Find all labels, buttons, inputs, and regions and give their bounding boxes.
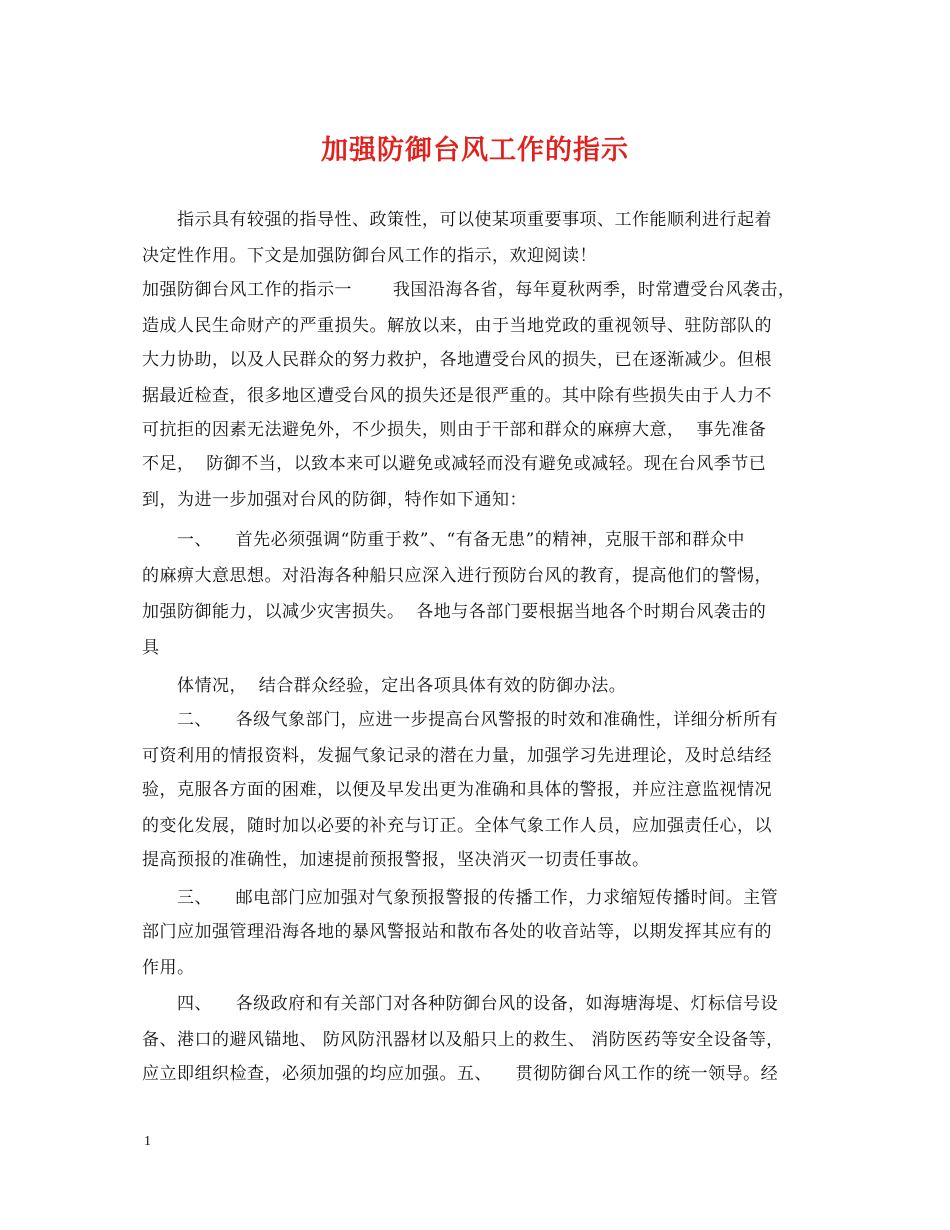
paragraph-line: 具 [142,638,160,658]
paragraph-line: 据最近检查，很多地区遭受台风的损失还是很严重的。其中除有些损失由于人力不 [142,386,772,406]
paragraph-line: 提高预报的准确性，加速提前预报警报，坚决消灭一切责任事故。 [142,850,650,870]
page-title: 加强防御台风工作的指示 [321,135,629,166]
paragraph-line: 大力协助，以及人民群众的努力救护，各地遭受台风的损失，已在逐渐减少。但根 [142,350,772,370]
paragraph-line: 作用。 [142,958,195,978]
paragraph-line: 可抗拒的因素无法避免外，不少损失，则由于干部和群众的麻痹大意， 事先准备 [142,420,767,440]
paragraph-line: 备、港口的避风锚地、 防风防汛器材以及船只上的救生、 消防医药等安全设备等， [142,1030,784,1050]
paragraph-line: 的麻痹大意思想。对沿海各种船只应深入进行预防台风的教育，提高他们的警惕， [142,566,772,586]
paragraph-line: 三、 邮电部门应加强对气象预报警报的传播工作，力求缩短传播时间。主管 [177,888,779,908]
paragraph-line: 体情况， 结合群众经验，定出各项具体有效的防御办法。 [177,676,627,696]
paragraph-line: 到，为进一步加强对台风的防御，特作如下通知： [142,490,527,510]
paragraph-line: 应立即组织检查，必须加强的均应加强。五、 贯彻防御台风工作的统一领导。经 [142,1064,779,1084]
paragraph-line: 一、 首先必须强调“防重于救”、“有备无患”的精神，克服干部和群众中 [177,530,745,550]
paragraph-line: 不足， 防御不当，以致本来可以避免或减轻而没有避免或减轻。现在台风季节已 [142,454,767,474]
paragraph-line: 部门应加强管理沿海各地的暴风警报站和散布各处的收音站等，以期发挥其应有的 [142,922,772,942]
paragraph-line: 可资利用的情报资料，发掘气象记录的潜在力量，加强学习先进理论，及时总结经 [142,746,772,766]
page-number: 1 [144,1134,151,1149]
paragraph-line: 四、 各级政府和有关部门对各种防御台风的设备，如海塘海堤、灯标信号设 [177,994,779,1014]
paragraph-line: 二、 各级气象部门，应进一步提高台风警报的时效和准确性，详细分析所有 [177,710,779,730]
paragraph-line: 加强防御台风工作的指示一 我国沿海各省，每年夏秋两季，时常遭受台风袭击， [142,280,796,300]
paragraph-line: 指示具有较强的指导性、政策性，可以使某项重要事项、工作能顺利进行起着 [177,210,772,230]
paragraph-line: 的变化发展，随时加以必要的补充与订正。全体气象工作人员，应加强责任心，以 [142,816,772,836]
paragraph-line: 加强防御能力，以减少灾害损失。 各地与各部门要根据当地各个时期台风袭击的 [142,602,767,622]
paragraph-line: 造成人民生命财产的严重损失。解放以来，由于当地党政的重视领导、驻防部队的 [142,316,772,336]
paragraph-line: 决定性作用。下文是加强防御台风工作的指示，欢迎阅读！ [142,246,597,266]
paragraph-line: 验，克服各方面的困难，以便及早发出更为准确和具体的警报，并应注意监视情况 [142,780,772,800]
